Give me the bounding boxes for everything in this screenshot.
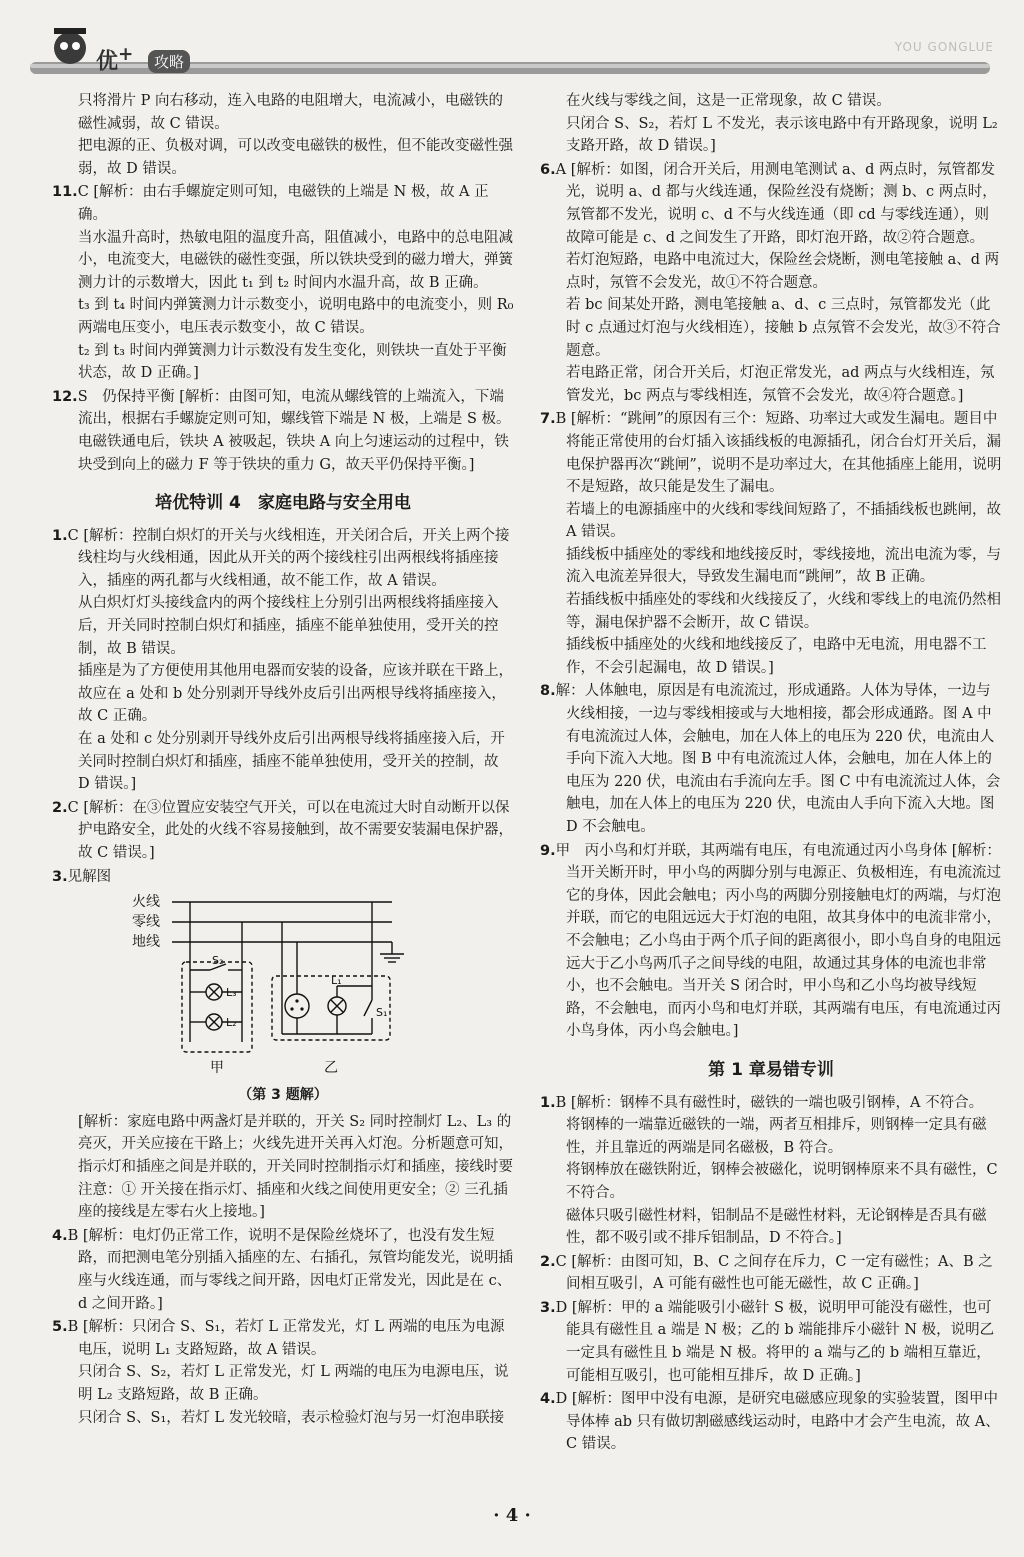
question-1: 1.C [解析：控制白炽灯的开关与火线相连，开关闭合后，开关上两个接线柱均与火线相通，因此从开关的两个接线柱引出两根线将插座接入，插座的两孔都与火线相通，故不能工作，故 A 错误。 从白炽灯灯头接线盒内的两个接线柱上分别引出两根线将插座接入后，开关同时控制白炽灯和插座，插座不能单独使用，受开关的控制，故 B 错误。 插座是为了方便使用其他用电器而安装的设备，应该并联在干路上，故应在 a 处和 b 处分别剥开导线外皮后引出两根导线将插座接入，故 C 正确。 在 a 处和 c 处分别剥开导线外皮后引出两根导线将插座接入后，开关同时控制白炽灯和插座，插座不能单独使用，受开关的控制，故 D 错误。] [52, 527, 513, 793]
page-header [0, 0, 1024, 90]
question-8: 8.解：人体触电，原因是有电流流过，形成通路。人体为导体，一边与火线相接，一边与零线相接或与大地相接，都会形成通路。图 A 中有电流流过人体，会触电，加在人体上的电压为 220 伏，电流由人手向下流入大地。图 B 中有电流流过人体，会触电，加在人体上的电压为 220 伏，电流由右手流向左手。图 C 中有电流流过人体，会触电，加在人体上的电压为 220 伏，电流由人手向下流入大地。图 D 不会触电。 [540, 683, 1001, 835]
question-5: 5.B [解析：只闭合 S、S₁，若灯 L 正常发光，灯 L 两端的电压为电源电压，说明 L₁ 支路短路，故 A 错误。 只闭合 S、S₂，若灯 L 正常发光，灯 L 两端的电压为电源电压，说明 L₂ 支路短路，故 B 正确。 只闭合 S、S₁，若灯 L 发光较暗，表示检验灯泡与另一灯泡串联接 [52, 1319, 509, 1426]
question-11: 11.C [解析：由右手螺旋定则可知，电磁铁的上端是 N 极，故 A 正确。 当水温升高时，热敏电阻的温度升高，阻值减小，电路中的总电阻减小，电流变大，电磁铁的磁性变强，所以铁块受到的磁力增大，弹簧测力计的示数增大，因此 t₁ 到 t₂ 时间内水温升高，故 B 正确。 t₃ 到 t₄ 时间内弹簧测力计示数变小，说明电路中的电流变小，则 R₀ 两端电压变小，电压表示数变小，故 C 错误。 t₂ 到 t₃ 时间内弹簧测力计示数没有发生变化，则铁块一直处于平衡状态，故 D 正确。] [52, 184, 514, 382]
brand-logo: 优+ [96, 44, 134, 75]
section-title-home-circuit: 培优特训 4 家庭电路与安全用电 [155, 493, 411, 514]
brand-english: YOU GONGLUE [894, 40, 994, 54]
live-wire-label: 火线 [132, 894, 160, 911]
error-question-4: 4.D [解析：图甲中没有电源，是研究电磁感应现象的实验装置，图甲中导体棒 ab 只有做切割磁感线运动时，电路中才会产生电流，故 A、C 错误。 [540, 1391, 1000, 1453]
yi-label: 乙 [324, 1060, 338, 1077]
l3-label: L₃ [226, 986, 237, 1000]
figure-caption: （第 3 题解） [238, 1087, 328, 1104]
question-12: 12.S 仍保持平衡 [解析：由图可知，电流从螺线管的上端流入，下端流出，根据右手螺旋定则可知，螺线管下端是 N 极，上端是 S 极。电磁铁通电后，铁块 A 被吸起，铁块 A 向上匀速运动的过程中，铁块受到向上的磁力 F 等于铁块的重力 G，故天平仍保持平衡。] [52, 388, 511, 473]
switch-s1 [364, 1000, 372, 1016]
question-6: 6.A [解析：如图，闭合开关后，用测电笔测试 a、d 两点时，氖管都发光，说明 a、d 都与火线连通，保险丝没有烧断；测 b、c 两点时，氖管都不发光，说明 c、d 不与火线连通（即 cd 与零线连通），则故障可能是 c、d 之间发生了开路，即灯泡开路，故②符合题意。 若灯泡短路，电路中电流过大，保险丝会烧断，测电笔接触 a、d 两点时，氖管不会发光，故①不符合题意。 若 bc 间某处开路，测电笔接触 a、d、c 三点时，氖管都发光（此时 c 点通过灯泡与火线相连），接触 b 点氖管不会发光，故③不符合题意。 若电路正常，闭合开关后，灯泡正常发光，ad 两点与火线相连，氖管发光，bc 两点与零线相连，氖管不会发光，故④符合题意。] [540, 161, 1001, 404]
jia-label: 甲 [210, 1060, 224, 1077]
ground-wire-label: 地线 [132, 934, 160, 951]
l2-label: L₂ [226, 1016, 237, 1030]
question-9: 9.甲 丙小鸟和灯并联，其两端有电压，有电流通过丙小鸟身体 [解析：当开关断开时，甲小鸟的两脚分别与电源正、负极相连，有电流流过它的身体，因此会触电；丙小鸟的两脚分别接触电灯的两端，与灯泡并联，而它的电阻远远大于灯泡的电阻，故其身体中的电流非常小，不会触电；乙小鸟由于两个爪子间的距离很小，即小鸟自身的电阻远远大于乙小鸟两爪子之间导线的电阻，故通过其身体的电流也非常小，也不会触电。当开关 S 闭合时，甲小鸟和乙小鸟均被导线短路，不会触电，而丙小鸟和电灯并联，其两端有电压，有电流通过丙小鸟身体，丙小鸟会触电。] [540, 842, 1001, 1040]
section-title-errors: 第 1 章易错专训 [708, 1059, 834, 1080]
right-intro: 在火线与零线之间，这是一正常现象，故 C 错误。 只闭合 S、S₂，若灯 L 不发光，表示该电路中有开路现象，说明 L₂ 支路开路，故 D 错误。] [566, 93, 998, 155]
neutral-wire-label: 零线 [132, 914, 160, 931]
error-question-3: 3.D [解析：甲的 a 端能吸引小磁针 S 极，说明甲可能没有磁性，也可能具有磁性且 a 端是 N 极；乙的 b 端能排斥小磁针 N 极，说明乙一定具有磁性且 b 端是 N 极。将甲的 a 端与乙的 b 端相互靠近，可能相互吸引，也可能相互排斥，故 D 正确。] [540, 1299, 995, 1384]
socket-icon [285, 994, 309, 1018]
page-number: · 4 · [493, 1505, 531, 1526]
circuit-diagram [132, 892, 432, 1082]
question-2: 2.C [解析：在③位置应安装空气开关，可以在电流过大时自动断开以保护电路安全，此处的火线不容易接触到，故不需要安装漏电保护器，故 C 错误。] [52, 799, 513, 861]
s1-label: S₁ [376, 1006, 388, 1020]
question-7: 7.B [解析：“跳闸”的原因有三个：短路、功率过大或发生漏电。题目中将能正常使用的台灯插入该插线板的电源插孔，闭合台灯开关后，漏电保护器再次“跳闸”，说明不是功率过大，在其他插座上能用，说明不是短路，故只能是发生了漏电。 若墙上的电源插座中的火线和零线间短路了，不插插线板也跳闸，故 A 错误。 插线板中插座处的零线和地线接反时，零线接地，流出电流为零，与流入电流差异很大，导致发生漏电而“跳闸”，故 B 正确。 若插线板中插座处的零线和火线接反了，火线和零线上的电流仍然相等，漏电保护器不会断开，故 C 错误。 插线板中插座处的火线和地线接反了，电路中无电流，用电器不工作，不会引起漏电，故 D 错误。] [540, 411, 1002, 676]
left-intro: 只将滑片 P 向右移动，连入电路的电阻增大，电流减小，电磁铁的磁性减弱，故 C 错误。 把电源的正、负极对调，可以改变电磁铁的极性，但不能改变磁性强弱，故 D 错误。 [78, 93, 513, 177]
question-3: 3.见解图 火线 零线 地线 S₂ L₃ L₂ L₁ S₁ 甲 乙 （第 3 题解） [解析：家庭电路中两盏灯是并联的，开关 S₂ 同时控制灯 L₂、L₃ 的亮灭，开关应接在干路上；火线先进开关再入灯泡。分析题意可知，指示灯和插座之间是并联的，开关同时控制指示灯和插座，接线时要注意：① 开关接在指示灯、插座和火线之间使用更安全；② 三孔插座的接线是左零右火上接地。] [52, 868, 513, 1221]
question-4: 4.B [解析：电灯仍正常工作，说明不是保险丝烧坏了，也没有发生短路，而把测电笔分别插入插座的左、右插孔，氖管均能发光，说明插座与火线连通，而与零线之间开路，因电灯正常发光，因此是在 c、d 之间开路。] [52, 1227, 513, 1312]
mascot-icon [54, 32, 86, 64]
error-question-2: 2.C [解析：由图可知，B、C 之间存在斥力，C 一定有磁性；A、B 之间相互吸引，A 可能有磁性也可能无磁性，故 C 正确。] [540, 1253, 993, 1293]
l1-label: L₁ [331, 974, 342, 988]
left-column [52, 90, 514, 1430]
right-column [540, 90, 1002, 1457]
error-question-1: 1.B [解析：钢棒不具有磁性时，磁铁的一端也吸引钢棒，A 不符合。 将钢棒的一端靠近磁铁的一端，两者互相排斥，则钢棒一定具有磁性，并且靠近的两端是同名磁极，B 符合。 将钢棒放在磁铁附近，钢棒会被磁化，说明钢棒原来不具有磁性，C 不符合。 磁体只吸引磁性材料，铝制品不是磁性材料，无论钢棒是否具有磁性，都不吸引或不排斥铝制品，D 不符合。] [540, 1094, 998, 1247]
brand-badge: 攻略 [148, 50, 190, 73]
header-banner [0, 0, 1024, 90]
s2-label: S₂ [212, 954, 224, 968]
